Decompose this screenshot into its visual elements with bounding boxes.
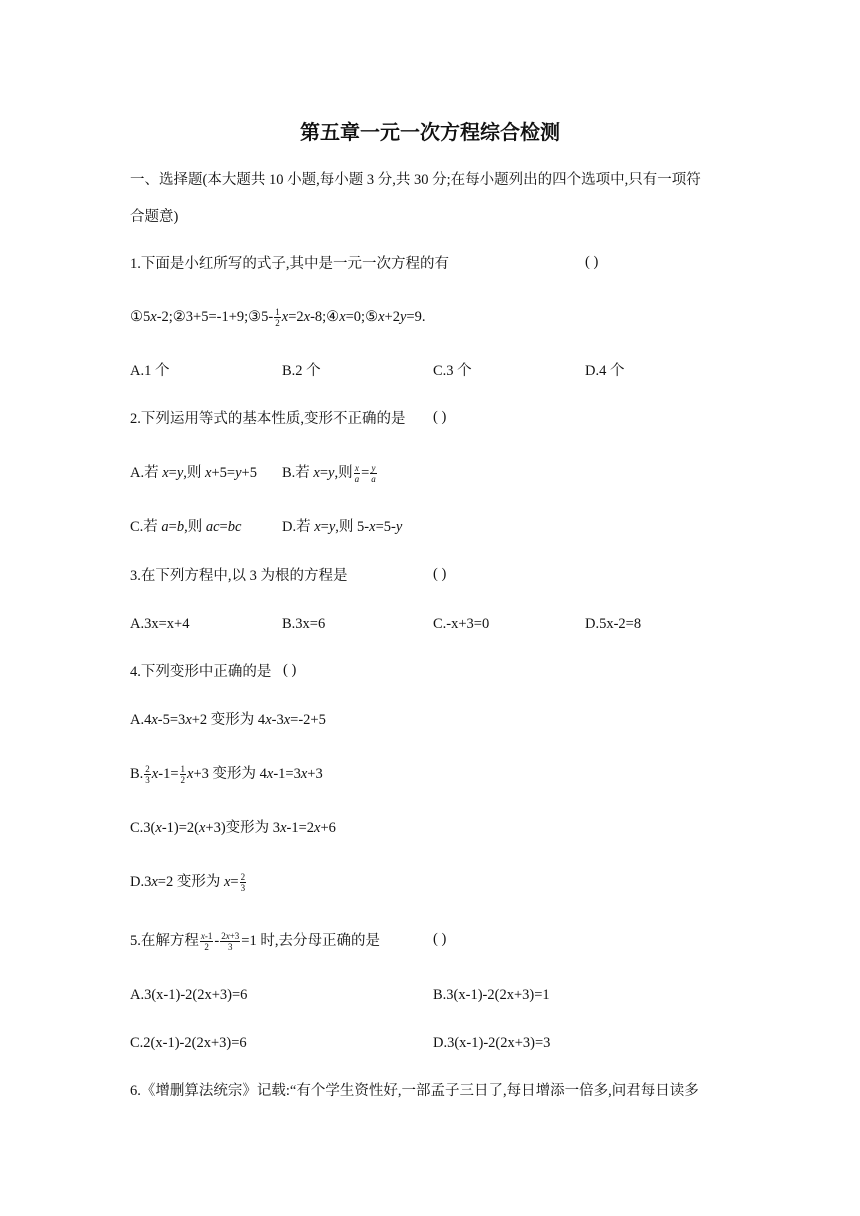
- q1-option-d: D.4 个: [585, 363, 625, 379]
- q5-option-b: B.3(x-1)-2(2x+3)=1: [433, 987, 550, 1003]
- q4-stem: 4.下列变形中正确的是: [130, 664, 272, 680]
- q3-option-a: A.3x=x+4: [130, 616, 190, 632]
- q4-answer-paren: ( ): [283, 662, 297, 678]
- page-title: 第五章一元一次方程综合检测: [300, 120, 560, 144]
- q5-stem: 5.在解方程 $\frac{x-1}{2}$ - $\frac{2x+3}{3}$ =1 时,去分母正确的是: [130, 931, 380, 953]
- section-heading-line2: 合题意): [130, 209, 179, 225]
- q4-option-b: B. $\frac{2}{3}$ x-1= $\frac{1}{2}$ x+3 变形为 4x-1=3x+3: [130, 764, 323, 786]
- q2-option-c: C.若 a=b,则 ac=bc: [130, 519, 242, 535]
- q2-stem: 2.下列运用等式的基本性质,变形不正确的是: [130, 411, 406, 427]
- q1-option-b: B.2 个: [282, 363, 321, 379]
- q2-option-a: A.若 x=y,则 x+5=y+5: [130, 465, 257, 481]
- q2-option-b: B.若 x=y,则 $\frac{x}{a}$ = $\frac{y}{a}$: [282, 463, 376, 485]
- q3-stem: 3.在下列方程中,以 3 为根的方程是: [130, 568, 348, 584]
- q1-option-c: C.3 个: [433, 363, 472, 379]
- q1-answer-paren: ( ): [585, 254, 599, 270]
- q5-answer-paren: ( ): [433, 931, 447, 947]
- q3-option-c: C.-x+3=0: [433, 616, 490, 632]
- q5-option-c: C.2(x-1)-2(2x+3)=6: [130, 1035, 247, 1051]
- q2-answer-paren: ( ): [433, 409, 447, 425]
- q5-option-a: A.3(x-1)-2(2x+3)=6: [130, 987, 248, 1003]
- q2-option-d: D.若 x=y,则 5-x=5-y: [282, 519, 403, 535]
- q4-option-a: A.4x-5=3x+2 变形为 4x-3x=-2+5: [130, 712, 326, 728]
- q6-stem: 6.《增删算法统宗》记载:“有个学生资性好,一部孟子三日了,每日增添一倍多,问君每日读多: [130, 1083, 699, 1099]
- q1-option-a: A.1 个: [130, 363, 170, 379]
- q1-expressions: ①5x-2;②3+5=-1+9;③5- $\frac{1}{2}$ x=2x-8;④x=0;⑤x+2y=9.: [130, 307, 426, 329]
- q3-option-d: D.5x-2=8: [585, 616, 642, 632]
- q1-stem: 1.下面是小红所写的式子,其中是一元一次方程的有: [130, 256, 449, 272]
- q5-option-d: D.3(x-1)-2(2x+3)=3: [433, 1035, 551, 1051]
- q4-option-c: C.3(x-1)=2(x+3)变形为 3x-1=2x+6: [130, 820, 336, 836]
- q3-option-b: B.3x=6: [282, 616, 326, 632]
- section-heading-line1: 一、选择题(本大题共 10 小题,每小题 3 分,共 30 分;在每小题列出的四个选项中,只有一项符: [130, 172, 701, 188]
- q4-option-d: D.3x=2 变形为 x= $\frac{2}{3}$: [130, 872, 246, 894]
- q3-answer-paren: ( ): [433, 566, 447, 582]
